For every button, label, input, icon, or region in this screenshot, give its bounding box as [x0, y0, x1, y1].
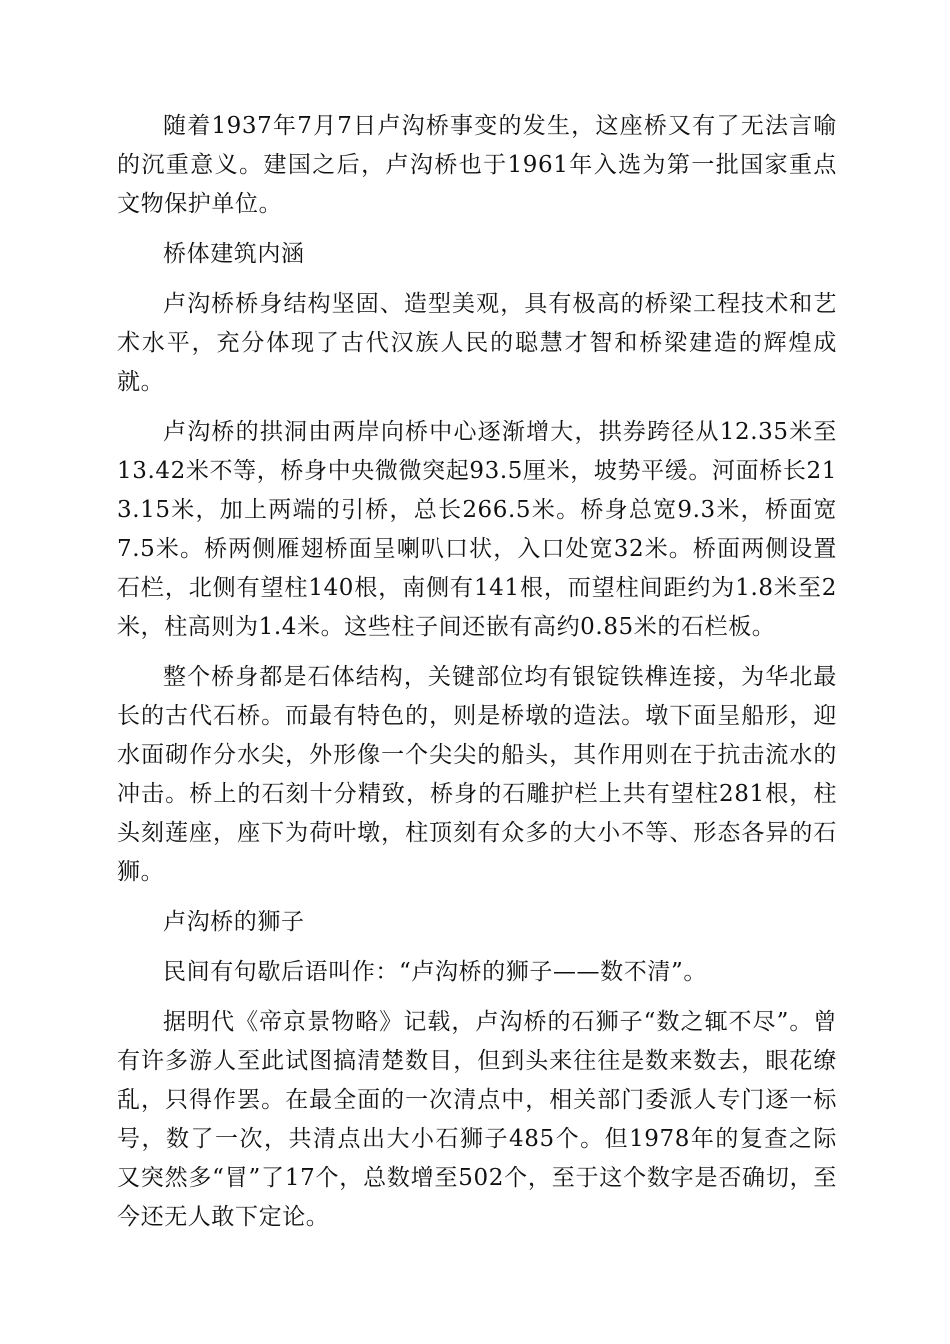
paragraph-bridge-dimensions: 卢沟桥的拱洞由两岸向桥中心逐渐增大，拱券跨径从12.35米至13.42米不等，桥身中央微微突起93.5厘米，坡势平缓。河面桥长213.15米，加上两端的引桥，总长266.5米。桥身总宽9.3米，桥面宽7.5米。桥两侧雁翅桥面呈喇叭口状，入口处宽32米。桥面两侧设置石栏，北侧有望柱140根，南侧有141根，而望柱间距约为1.8米至2米，柱高则为1.4米。这些柱子间还嵌有高约0.85米的石栏板。	[117, 419, 837, 640]
paragraph-folk-saying: 民间有句歇后语叫作：“卢沟桥的狮子——数不清”。	[163, 959, 707, 985]
paragraph-marco-polo-bridge-incident: 随着1937年7月7日卢沟桥事变的发生，这座桥又有了无法言喻的沉重意义。建国之后，卢沟桥也于1961年入选为第一批国家重点文物保护单位。	[117, 113, 837, 217]
document-body	[117, 107, 837, 1248]
paragraph-bridge-structure: 卢沟桥桥身结构坚固、造型美观，具有极高的桥梁工程技术和艺术水平，充分体现了古代汉族人民的聪慧才智和桥梁建造的辉煌成就。	[117, 291, 837, 395]
section-heading-bridge-lions: 卢沟桥的狮子	[163, 909, 305, 935]
paragraph-lion-count: 据明代《帝京景物略》记载，卢沟桥的石狮子“数之辄不尽”。曾有许多游人至此试图搞清楚数目，但到头来往往是数来数去，眼花缭乱，只得作罢。在最全面的一次清点中，相关部门委派人专门逐一标号，数了一次，共清点出大小石狮子485个。但1978年的复查之际又突然多“冒”了17个，总数增至502个，至于这个数字是否确切，至今还无人敢下定论。	[117, 1009, 837, 1230]
section-heading-bridge-architecture: 桥体建筑内涵	[163, 241, 305, 267]
paragraph-stone-piers: 整个桥身都是石体结构，关键部位均有银锭铁榫连接，为华北最长的古代石桥。而最有特色的，则是桥墩的造法。墩下面呈船形，迎水面砌作分水尖，外形像一个尖尖的船头，其作用则在于抗击流水的冲击。桥上的石刻十分精致，桥身的石雕护栏上共有望柱281根，柱头刻莲座，座下为荷叶墩，柱顶刻有众多的大小不等、形态各异的石狮。	[117, 664, 837, 885]
